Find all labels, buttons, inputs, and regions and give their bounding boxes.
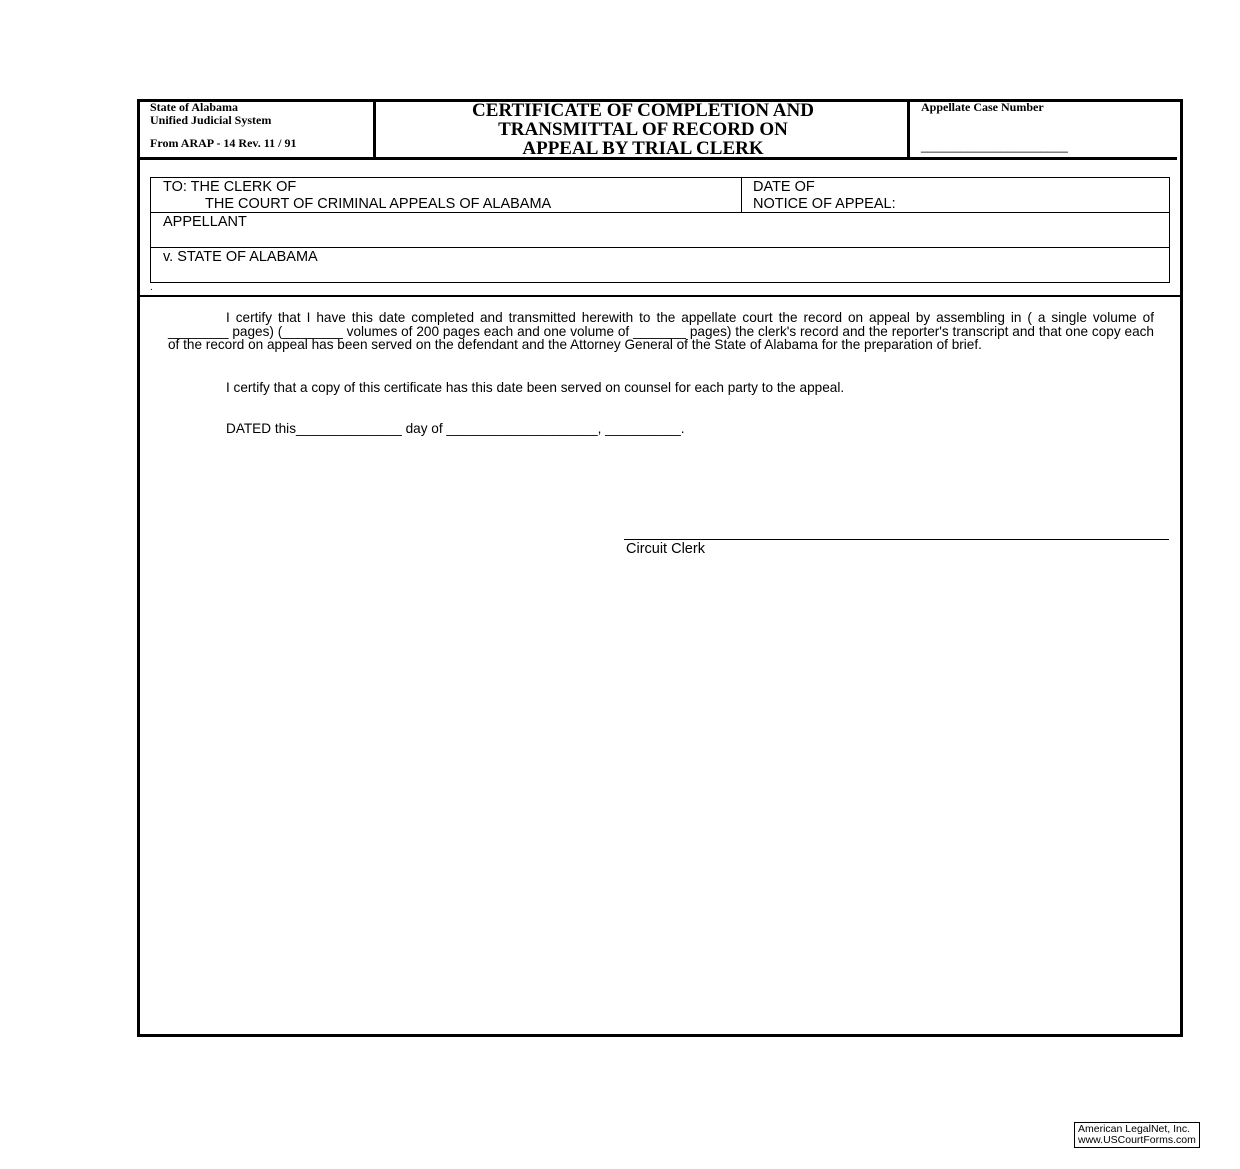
form-id: From ARAP - 14 Rev. 11 / 91: [150, 136, 297, 150]
divider: [741, 178, 742, 212]
agency-block: [150, 101, 296, 150]
divider: [140, 295, 1180, 297]
appellant-field[interactable]: APPELLANT: [163, 214, 247, 230]
notice-of-appeal-field[interactable]: NOTICE OF APPEAL:: [753, 196, 896, 212]
certification-paragraph: I certify that I have this date completed and transmitted herewith to the appellate court the record on appeal by assembling in ( a single volume of ________ pages) (________ volumes of 200 pages each and one volume of _______ pages) the clerk's record and the reporter's transcript and that one copy each of the record on appeal has been served on the defendant and the Attorney General of the State of Alabama for the preparation of brief.: [168, 310, 1154, 353]
date-of-label: DATE OF: [753, 179, 815, 195]
publisher-stamp: [1074, 1122, 1200, 1148]
title-line: TRANSMITTAL OF RECORD ON: [498, 119, 788, 140]
publisher-name: American LegalNet, Inc.: [1078, 1123, 1191, 1135]
dot-mark: .: [150, 282, 153, 293]
signature-line[interactable]: [624, 539, 1169, 540]
title-line: CERTIFICATE OF COMPLETION AND: [472, 100, 814, 121]
title-line: APPEAL BY TRIAL CLERK: [522, 138, 764, 159]
divider: [151, 247, 1169, 248]
publisher-url: www.USCourtForms.com: [1078, 1134, 1196, 1146]
signature-label: Circuit Clerk: [626, 541, 705, 557]
appellee-label: v. STATE OF ALABAMA: [163, 249, 318, 265]
form-title: [378, 101, 908, 158]
dated-line[interactable]: DATED this______________ day of ____________________, __________.: [226, 421, 685, 436]
divider: [151, 212, 1169, 213]
system-label: Unified Judicial System: [150, 113, 272, 127]
state-label: State of Alabama: [150, 100, 238, 114]
service-paragraph: I certify that a copy of this certificate has this date been served on counsel for each party to the appeal.: [226, 380, 845, 395]
court-name: THE COURT OF CRIMINAL APPEALS OF ALABAMA: [205, 196, 552, 212]
case-number-label: Appellate Case Number: [921, 100, 1044, 114]
to-clerk-label: TO: THE CLERK OF: [163, 179, 297, 195]
case-number-field[interactable]: ______________________: [921, 139, 1068, 153]
parties-table: [150, 177, 1170, 283]
divider: [373, 99, 376, 157]
